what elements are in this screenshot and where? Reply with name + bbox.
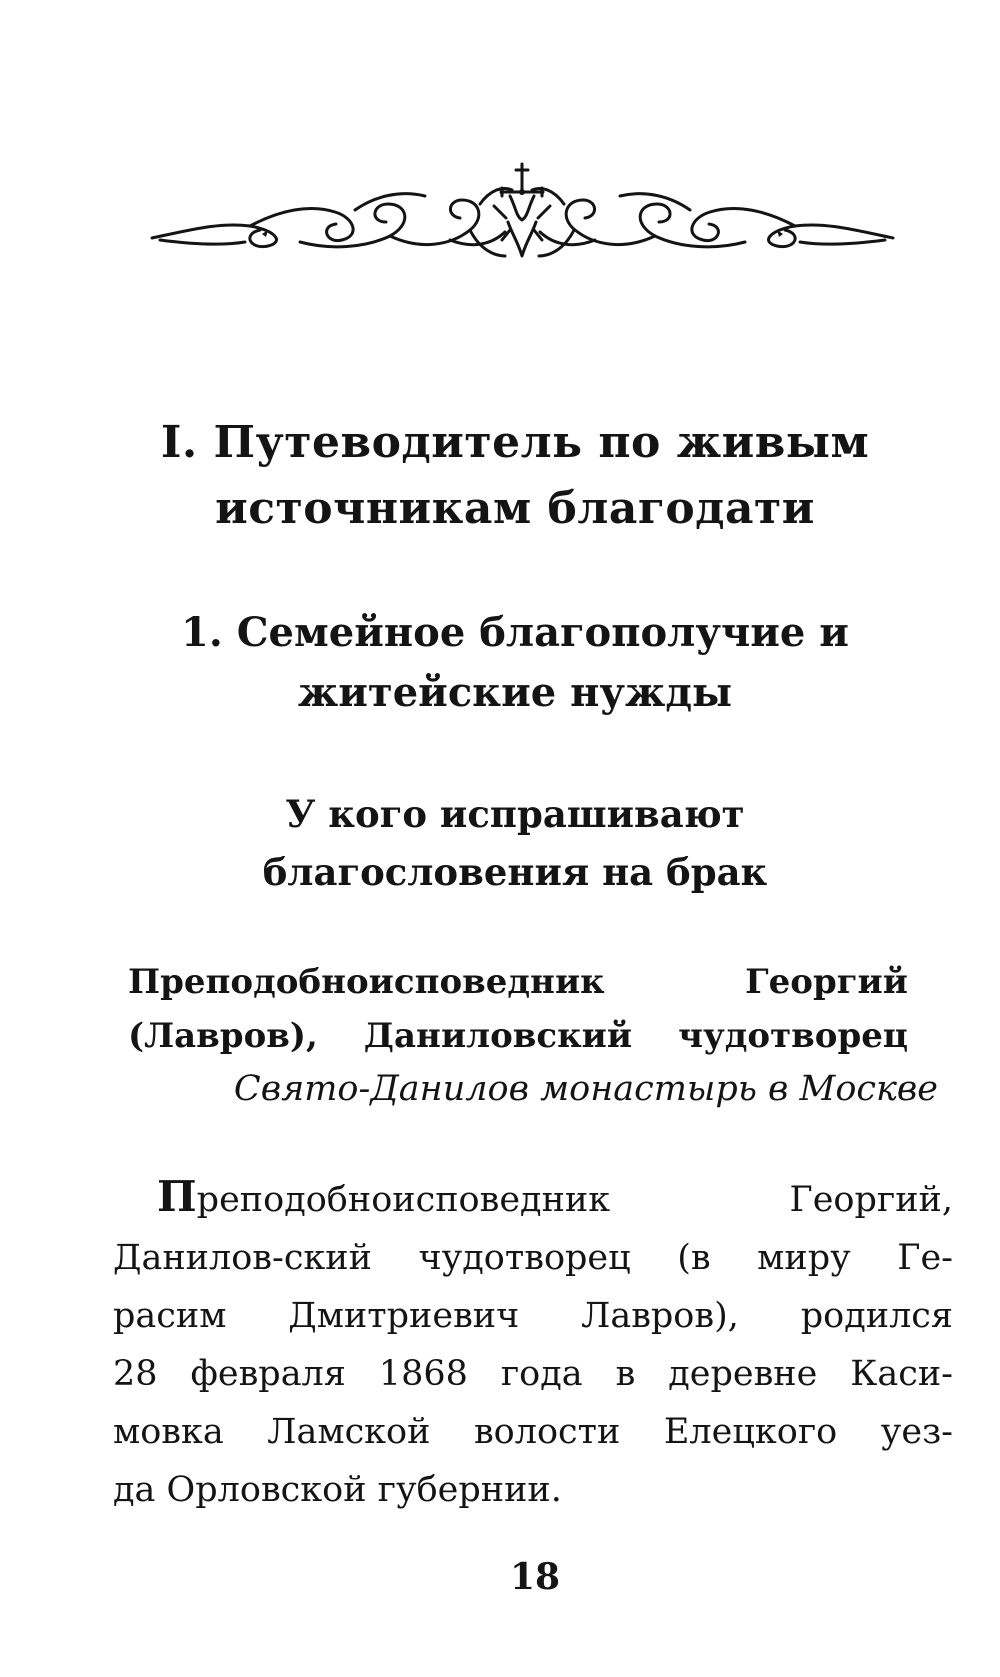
saint-heading-line-1: Преподобноисповедник Георгий	[128, 962, 908, 1002]
saint-heading-line-2: (Лавров), Даниловский чудотворец	[128, 1016, 908, 1056]
chapter-heading	[100, 603, 930, 723]
topic-heading-line-1: У кого испрашивают	[285, 792, 745, 836]
topic-heading-line-2: благословения на брак	[262, 850, 768, 894]
place-subtitle: Свято-Данилов монастырь в Москве	[233, 1069, 938, 1109]
ornament-headpiece	[150, 160, 895, 270]
body-line-1	[113, 1168, 953, 1229]
body-line-2: Данилов-ский чудотворец (в миру Ге-	[113, 1238, 953, 1278]
page-number: 18	[509, 1556, 561, 1598]
floral-ornament-icon	[150, 160, 895, 270]
body-paragraph	[113, 1168, 953, 1519]
drop-cap: П	[157, 1172, 197, 1221]
body-line-3: расим Дмитриевич Лавров), родился	[113, 1296, 953, 1336]
body-line-6: да Орловской губернии.	[113, 1470, 562, 1510]
chapter-heading-line-2: житейские нужды	[297, 669, 733, 716]
body-line-4: 28 февраля 1868 года в деревне Каси-	[113, 1354, 953, 1394]
section-heading-line-2: источникам благодати	[215, 483, 815, 534]
topic-heading	[100, 785, 930, 901]
saint-heading	[128, 955, 908, 1063]
body-line-5: мовка Ламской волости Елецкого уез-	[113, 1412, 953, 1452]
body-line-1-rest: реподобноисповедник Георгий,	[196, 1180, 953, 1220]
section-heading	[100, 410, 930, 542]
section-heading-line-1: I. Путеводитель по живым	[160, 417, 870, 468]
chapter-heading-line-1: 1. Семейное благополучие и	[181, 609, 849, 656]
